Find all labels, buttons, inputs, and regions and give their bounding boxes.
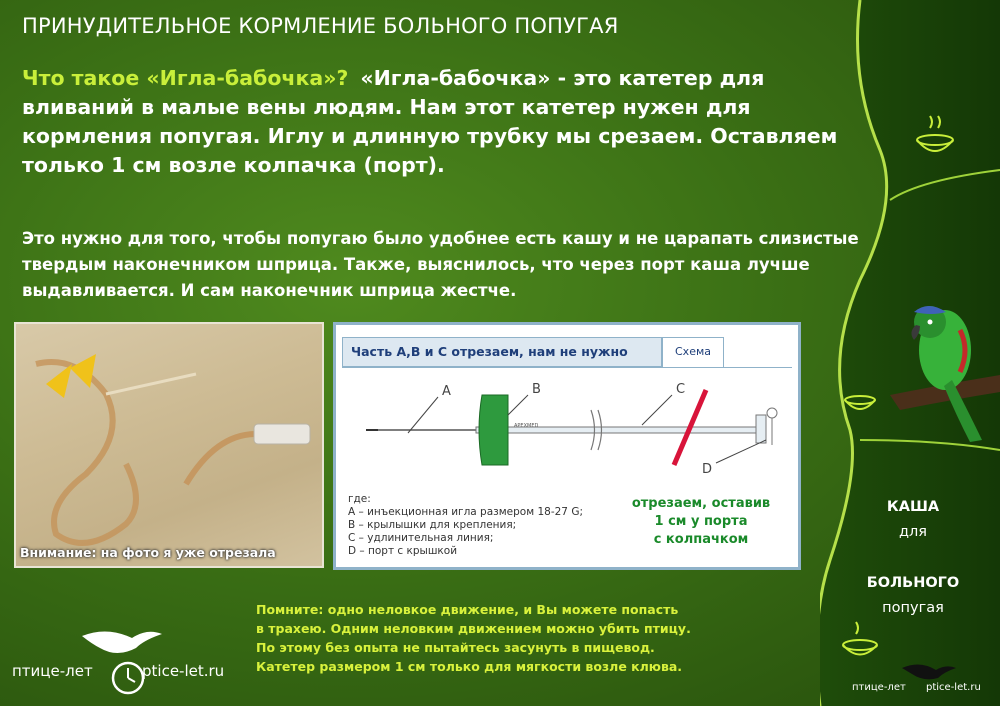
side-title-line3: БОЛЬНОГО bbox=[866, 575, 960, 591]
legend bbox=[348, 493, 583, 558]
explanation-text: Это нужно для того, чтобы попугаю было удобнее есть кашу и не царапать слизистые твердым наконечником шприца. Также, выяснилось, что через порт каша лучше выдавливается. И сам наконечник шприца жестче. bbox=[22, 229, 859, 300]
warning-line: в трахею. Одним неловким движением можно убить птицу. bbox=[256, 621, 691, 636]
mini-logo-text-url[interactable]: ptice-let.ru bbox=[926, 682, 981, 693]
label-d: D bbox=[702, 462, 713, 477]
side-title-line1: КАША bbox=[886, 499, 940, 515]
intro-answer: «Игла-бабочка» - это катетер для вливаний в малые вены людям. Нам этот катетер нужен для кормления попугая. Иглу и длинную трубку мы срезаем. Оставляем только 1 см возле колпачка (порт). bbox=[22, 66, 838, 177]
side-title-line2: для bbox=[898, 524, 928, 540]
catheter-diagram bbox=[333, 322, 801, 570]
warning-text bbox=[256, 600, 796, 676]
logo-text-ru: птице-лет bbox=[12, 662, 93, 680]
cut-note bbox=[626, 495, 776, 549]
label-a: A bbox=[442, 384, 451, 399]
cut-note-line: отрезаем, оставив bbox=[631, 496, 771, 511]
warning-line: Помните: одно неловкое движение, и Вы можете попасть bbox=[256, 602, 679, 617]
cut-note-line: 1 см у порта bbox=[654, 514, 748, 529]
photo-caption: Внимание: на фото я уже отрезала bbox=[20, 545, 276, 560]
legend-item: C – удлинительная линия; bbox=[348, 532, 494, 544]
label-c: C bbox=[676, 382, 686, 397]
mini-bird-icon bbox=[852, 660, 997, 682]
legend-title: где: bbox=[348, 493, 371, 505]
label-b: B bbox=[532, 382, 541, 397]
tab-cut-parts[interactable]: Часть А,В и С отрезаем, нам не нужно bbox=[342, 337, 662, 367]
mini-site-logo[interactable] bbox=[852, 660, 997, 700]
bird-clock-icon bbox=[12, 618, 252, 698]
page-title: ПРИНУДИТЕЛЬНОЕ КОРМЛЕНИЕ БОЛЬНОГО ПОПУГАЯ bbox=[22, 14, 619, 38]
legend-item: D – порт с крышкой bbox=[348, 545, 458, 557]
catheter-scheme bbox=[336, 365, 798, 495]
brand-label: APEXMED bbox=[514, 423, 539, 429]
site-logo[interactable] bbox=[12, 618, 252, 698]
cut-note-line: с колпачком bbox=[653, 532, 749, 547]
logo-text-url[interactable]: ptice-let.ru bbox=[142, 662, 225, 680]
catheter-photo bbox=[14, 322, 324, 568]
legend-item: A – инъекционная игла размером 18-27 G; bbox=[348, 506, 583, 518]
mini-logo-text-ru: птице-лет bbox=[852, 682, 906, 693]
catheter-photo-drawing bbox=[16, 324, 324, 568]
warning-line: По этому без опыта не пытайтесь засунуть в пищевод. bbox=[256, 640, 655, 655]
intro-text bbox=[22, 64, 872, 180]
intro-question: Что такое «Игла-бабочка»? bbox=[22, 66, 349, 90]
legend-item: B – крылышки для крепления; bbox=[348, 519, 517, 531]
tab-scheme[interactable]: Схема bbox=[662, 337, 724, 367]
warning-line: Катетер размером 1 см только для мягкости возле клюва. bbox=[256, 659, 683, 674]
side-title-line4: попугая bbox=[882, 600, 944, 616]
